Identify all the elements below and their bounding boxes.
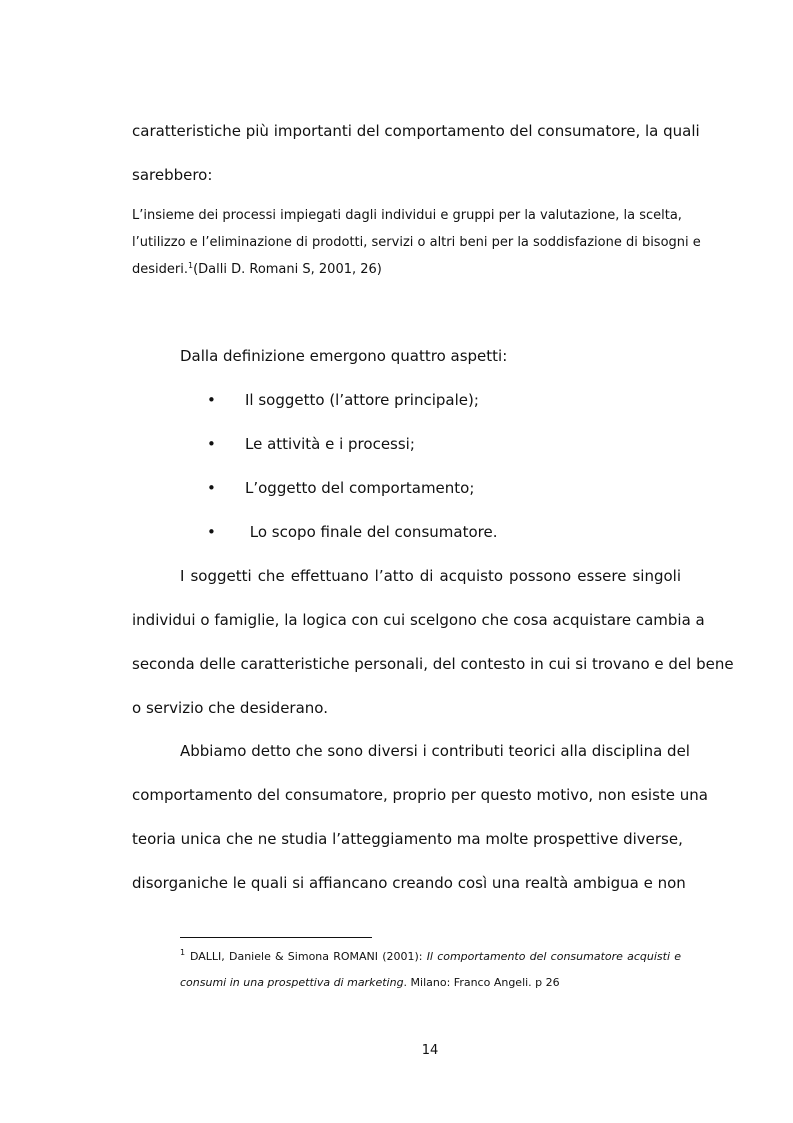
bullet-marker: •: [207, 391, 216, 409]
body-text-line: teoria unica che ne studia l’atteggiamento ma molte prospettive diverse,: [132, 830, 683, 848]
bullet-item: Le attività e i processi;: [245, 435, 415, 453]
bullet-marker: •: [207, 479, 216, 497]
quote-citation: (Dalli D. Romani S, 2001, 26): [193, 262, 382, 277]
footnote-title: Il comportamento del consumatore acquisti e: [426, 950, 681, 963]
footnote-line: [190, 949, 681, 965]
footnote-separator: [180, 937, 372, 938]
body-text-line: disorganiche le quali si affiancano creando così una realtà ambigua e non: [132, 874, 686, 892]
bullet-item: L’oggetto del comportamento;: [245, 479, 475, 497]
body-text-line: comportamento del consumatore, proprio per questo motivo, non esiste una: [132, 786, 708, 804]
bullet-item: Lo scopo finale del consumatore.: [245, 523, 498, 541]
footnote-line: [180, 975, 681, 991]
page-number: 14: [421, 1043, 439, 1058]
quote-line: [132, 261, 681, 279]
quote-line: l’utilizzo e l’eliminazione di prodotti, servizi o altri beni per la soddisfazione di bisogni e: [132, 235, 701, 250]
body-text-line: sarebbero:: [132, 166, 213, 184]
body-text-line: o servizio che desiderano.: [132, 699, 328, 717]
body-text-line: I soggetti che effettuano l’atto di acquisto possono essere singoli: [180, 567, 681, 585]
footnote-publisher: . Milano: Franco Angeli. p 26: [403, 976, 560, 989]
bullet-item: Il soggetto (l’attore principale);: [245, 391, 479, 409]
quote-text: desideri.: [132, 262, 188, 277]
footnote-mark: 1: [180, 948, 186, 957]
body-text-line: individui o famiglie, la logica con cui scelgono che cosa acquistare cambia a: [132, 611, 705, 629]
footnote-authors: DALLI, Daniele & Simona ROMANI (2001):: [190, 950, 427, 963]
footnote-title: consumi in una prospettiva di marketing: [180, 976, 404, 989]
bullet-marker: •: [207, 435, 216, 453]
body-text-line: caratteristiche più importanti del comportamento del consumatore, la quali: [132, 122, 700, 140]
body-text-line: Abbiamo detto che sono diversi i contributi teorici alla disciplina del: [180, 742, 690, 760]
quote-line: L’insieme dei processi impiegati dagli individui e gruppi per la valutazione, la scelta,: [132, 208, 682, 223]
footnote-reference: 1: [187, 261, 194, 270]
intro-text: Dalla definizione emergono quattro aspetti:: [180, 347, 508, 365]
body-text-line: seconda delle caratteristiche personali, del contesto in cui si trovano e del bene: [132, 655, 734, 673]
bullet-marker: •: [207, 523, 216, 541]
